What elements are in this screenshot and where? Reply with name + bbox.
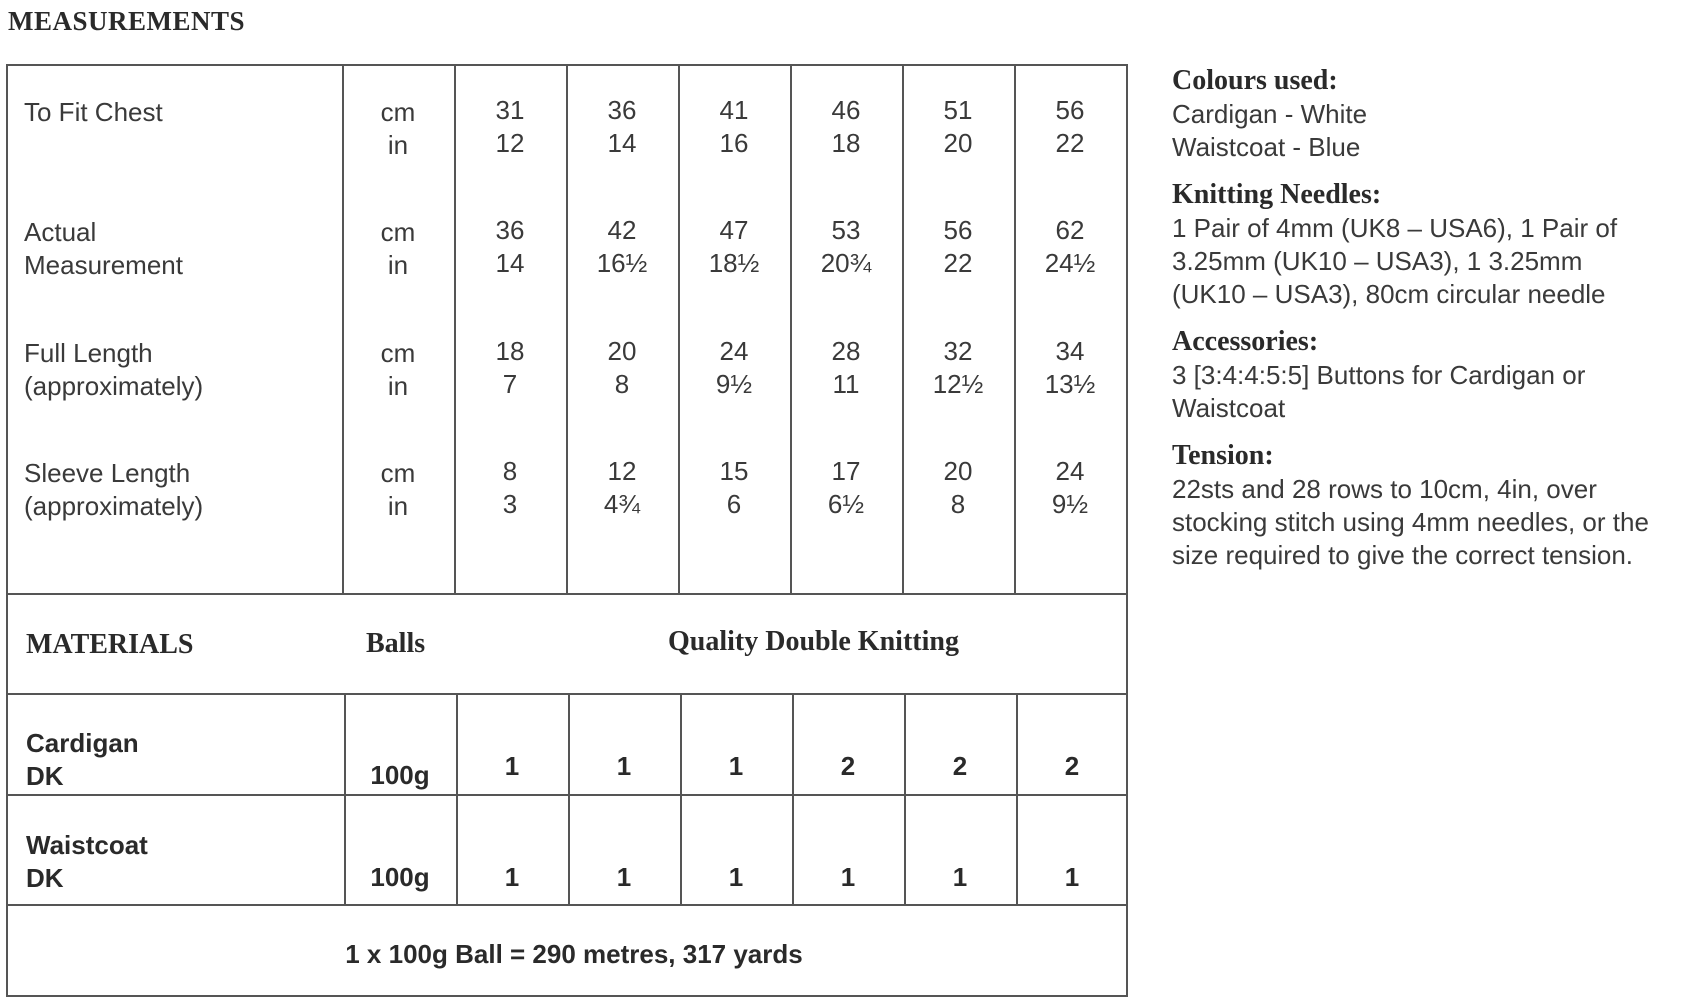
value-cm: 24 bbox=[1055, 456, 1085, 486]
value-cm: 51 bbox=[943, 95, 973, 125]
needles-text bbox=[1172, 212, 1692, 311]
value-in: 8 bbox=[950, 489, 966, 519]
row-divider bbox=[8, 794, 1126, 796]
value-cell bbox=[566, 94, 678, 160]
value-in: 16½ bbox=[596, 248, 648, 278]
value-cell bbox=[678, 214, 790, 280]
value-cell bbox=[1014, 335, 1126, 401]
ball-count: 1 bbox=[1064, 862, 1080, 892]
text-line: size required to give the correct tension. bbox=[1172, 540, 1634, 570]
value-cm: 17 bbox=[831, 456, 861, 486]
value-in: 24½ bbox=[1044, 248, 1096, 278]
value-cm: 56 bbox=[1055, 95, 1085, 125]
value-cell bbox=[902, 455, 1014, 521]
unit-in: in bbox=[387, 130, 409, 160]
value-in: 12 bbox=[495, 128, 525, 158]
materials-heading: MATERIALS bbox=[26, 629, 194, 660]
value-cell bbox=[902, 335, 1014, 401]
value-cell bbox=[678, 455, 790, 521]
unit-cell bbox=[342, 96, 454, 162]
value-in: 12½ bbox=[932, 369, 984, 399]
value-cm: 28 bbox=[831, 336, 861, 366]
value-cm: 36 bbox=[495, 215, 525, 245]
value-cm: 47 bbox=[719, 215, 749, 245]
value-cm: 53 bbox=[831, 215, 861, 245]
ball-count: 1 bbox=[840, 862, 856, 892]
row-label-actual bbox=[24, 216, 183, 282]
ball-count: 1 bbox=[616, 862, 632, 892]
text-line: Waistcoat - Blue bbox=[1172, 132, 1361, 162]
yardage-footer: 1 x 100g Ball = 290 metres, 317 yards bbox=[345, 939, 803, 969]
value-cell bbox=[790, 214, 902, 280]
value-cm: 42 bbox=[607, 215, 637, 245]
ball-weight: 100g bbox=[370, 862, 430, 892]
value-in: 8 bbox=[614, 369, 630, 399]
row-label-line: Measurement bbox=[24, 250, 183, 280]
value-cm: 8 bbox=[502, 456, 518, 486]
text-line: 22sts and 28 rows to 10cm, 4in, over bbox=[1172, 474, 1597, 504]
unit-cm: cm bbox=[380, 458, 416, 488]
value-cell bbox=[454, 94, 566, 160]
value-cm: 20 bbox=[943, 456, 973, 486]
value-in: 22 bbox=[943, 248, 973, 278]
value-in: 9½ bbox=[1051, 489, 1089, 519]
row-divider bbox=[8, 904, 1126, 906]
value-in: 9½ bbox=[715, 369, 753, 399]
value-cell bbox=[566, 214, 678, 280]
balls-heading: Balls bbox=[366, 628, 426, 659]
value-cm: 32 bbox=[943, 336, 973, 366]
ball-count: 1 bbox=[616, 751, 632, 781]
text-line: 3.25mm (UK10 – USA3), 1 3.25mm bbox=[1172, 246, 1583, 276]
ball-count: 2 bbox=[840, 751, 856, 781]
value-cm: 12 bbox=[607, 456, 637, 486]
value-cell bbox=[1014, 94, 1126, 160]
ball-count: 2 bbox=[952, 751, 968, 781]
row-divider bbox=[8, 593, 1126, 595]
value-in: 6½ bbox=[827, 489, 865, 519]
value-in: 20¾ bbox=[820, 248, 872, 278]
pattern-info bbox=[1172, 64, 1692, 586]
needles-heading: Knitting Needles: bbox=[1172, 179, 1382, 210]
value-in: 18½ bbox=[708, 248, 760, 278]
value-in: 13½ bbox=[1044, 369, 1096, 399]
value-cell bbox=[678, 94, 790, 160]
tension-text bbox=[1172, 473, 1692, 572]
value-cell bbox=[790, 94, 902, 160]
value-in: 6 bbox=[726, 489, 742, 519]
text-line: 1 Pair of 4mm (UK8 – USA6), 1 Pair of bbox=[1172, 213, 1618, 243]
row-label-line: Actual bbox=[24, 217, 97, 247]
value-cell bbox=[454, 455, 566, 521]
value-cm: 15 bbox=[719, 456, 749, 486]
ball-count: 1 bbox=[504, 862, 520, 892]
unit-cell bbox=[342, 216, 454, 282]
value-cell bbox=[566, 455, 678, 521]
unit-cell bbox=[342, 337, 454, 403]
colours-heading: Colours used: bbox=[1172, 65, 1338, 96]
value-in: 14 bbox=[607, 128, 637, 158]
text-line: stocking stitch using 4mm needles, or the bbox=[1172, 507, 1649, 537]
material-name-line: Cardigan bbox=[26, 728, 139, 758]
unit-cm: cm bbox=[380, 217, 416, 247]
value-cell bbox=[678, 335, 790, 401]
row-label-line: (approximately) bbox=[24, 491, 204, 521]
accessories-text bbox=[1172, 359, 1692, 425]
quality-heading: Quality Double Knitting bbox=[668, 626, 959, 657]
row-label-sleeve-length bbox=[24, 457, 203, 523]
material-name-cardigan bbox=[26, 727, 139, 793]
value-cell bbox=[902, 214, 1014, 280]
value-cell bbox=[454, 214, 566, 280]
text-line: Waistcoat bbox=[1172, 393, 1286, 423]
material-name-line: Waistcoat bbox=[26, 830, 148, 860]
text-line: (UK10 – USA3), 80cm circular needle bbox=[1172, 279, 1606, 309]
material-name-waistcoat bbox=[26, 829, 148, 895]
unit-in: in bbox=[387, 491, 409, 521]
value-cm: 20 bbox=[607, 336, 637, 366]
unit-cm: cm bbox=[380, 97, 416, 127]
value-in: 3 bbox=[502, 489, 518, 519]
row-label-line: Sleeve Length bbox=[24, 458, 191, 488]
value-in: 14 bbox=[495, 248, 525, 278]
unit-in: in bbox=[387, 250, 409, 280]
row-label-chest bbox=[24, 96, 163, 129]
value-in: 18 bbox=[831, 128, 861, 158]
ball-weight: 100g bbox=[370, 760, 430, 790]
value-in: 4¾ bbox=[603, 489, 641, 519]
value-cell bbox=[1014, 214, 1126, 280]
value-cell bbox=[790, 455, 902, 521]
accessories-heading: Accessories: bbox=[1172, 326, 1319, 357]
value-cell bbox=[790, 335, 902, 401]
value-cm: 46 bbox=[831, 95, 861, 125]
row-label-line: (approximately) bbox=[24, 371, 204, 401]
text-line: 3 [3:4:4:5:5] Buttons for Cardigan or bbox=[1172, 360, 1586, 390]
value-cm: 41 bbox=[719, 95, 749, 125]
ball-count: 1 bbox=[728, 862, 744, 892]
value-cm: 56 bbox=[943, 215, 973, 245]
value-in: 16 bbox=[719, 128, 749, 158]
colours-text bbox=[1172, 98, 1692, 164]
row-label-full-length bbox=[24, 337, 203, 403]
row-label-line: To Fit Chest bbox=[24, 97, 163, 127]
tension-heading: Tension: bbox=[1172, 440, 1274, 471]
measurements-table bbox=[6, 64, 1128, 997]
value-in: 22 bbox=[1055, 128, 1085, 158]
value-cm: 18 bbox=[495, 336, 525, 366]
ball-count: 2 bbox=[1064, 751, 1080, 781]
value-cm: 62 bbox=[1055, 215, 1085, 245]
text-line: Cardigan - White bbox=[1172, 99, 1368, 129]
value-in: 7 bbox=[502, 369, 518, 399]
unit-in: in bbox=[387, 371, 409, 401]
value-in: 20 bbox=[943, 128, 973, 158]
value-cell bbox=[566, 335, 678, 401]
row-divider bbox=[8, 693, 1126, 695]
value-cm: 31 bbox=[495, 95, 525, 125]
value-cm: 24 bbox=[719, 336, 749, 366]
row-label-line: Full Length bbox=[24, 338, 153, 368]
page-title: MEASUREMENTS bbox=[8, 6, 246, 36]
value-cm: 36 bbox=[607, 95, 637, 125]
unit-cm: cm bbox=[380, 338, 416, 368]
value-cell bbox=[454, 335, 566, 401]
value-cm: 34 bbox=[1055, 336, 1085, 366]
value-cell bbox=[902, 94, 1014, 160]
material-name-line: DK bbox=[26, 761, 64, 791]
unit-cell bbox=[342, 457, 454, 523]
value-cell bbox=[1014, 455, 1126, 521]
material-name-line: DK bbox=[26, 863, 64, 893]
value-in: 11 bbox=[832, 369, 860, 399]
ball-count: 1 bbox=[504, 751, 520, 781]
ball-count: 1 bbox=[952, 862, 968, 892]
ball-count: 1 bbox=[728, 751, 744, 781]
